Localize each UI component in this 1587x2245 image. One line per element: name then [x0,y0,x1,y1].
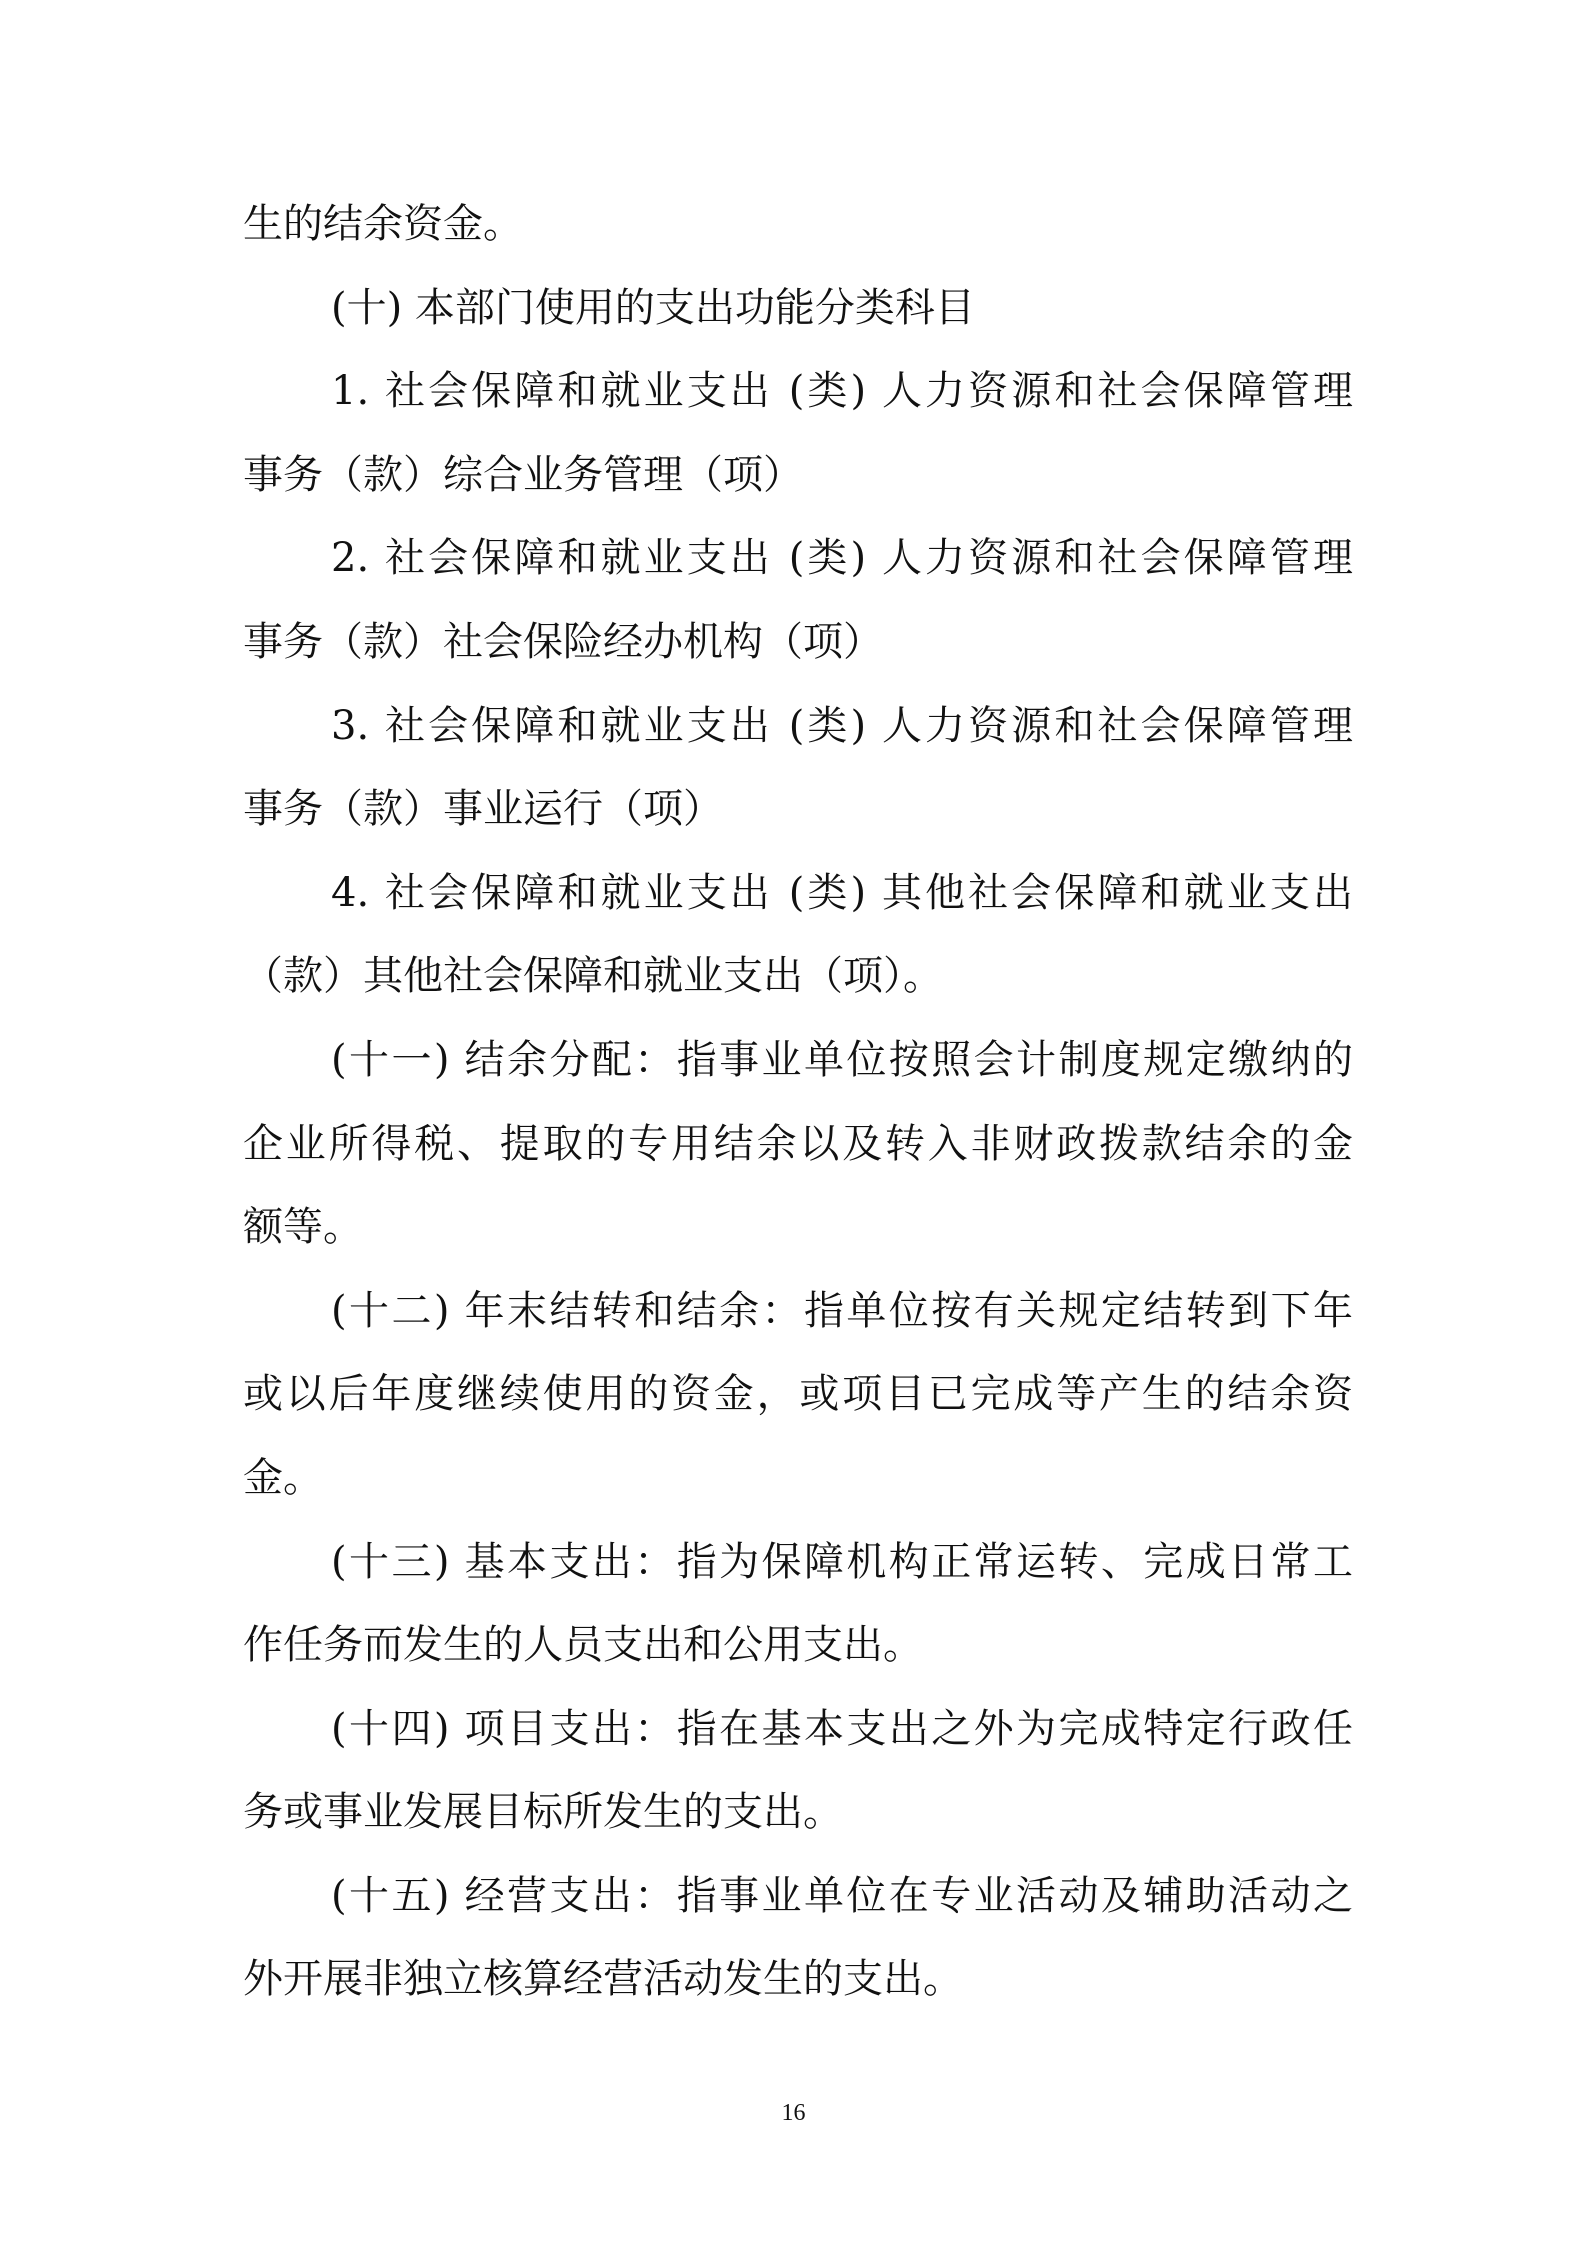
text-line: 3. 社会保障和就业支出 (类) 人力资源和社会保障管理 [331,702,1353,749]
text-line: (十) 本部门使用的支出功能分类科目 [331,284,975,331]
text-line: 企业所得税、提取的专用结余以及转入非财政拨款结余的金 [243,1120,1353,1167]
page-number: 16 [781,2100,806,2126]
text-line: (十一) 结余分配：指事业单位按照会计制度规定缴纳的 [331,1036,1353,1083]
text-line: (十二) 年末结转和结余：指单位按有关规定结转到下年 [331,1287,1353,1334]
text-line: 事务（款）事业运行（项） [243,786,723,833]
text-line: 1. 社会保障和就业支出 (类) 人力资源和社会保障管理 [331,368,1353,415]
text-line: (十五) 经营支出：指事业单位在专业活动及辅助活动之 [331,1872,1353,1919]
text-line: 2. 社会保障和就业支出 (类) 人力资源和社会保障管理 [331,535,1353,582]
text-line: 金。 [243,1454,323,1501]
text-line: 作任务而发生的人员支出和公用支出。 [243,1622,923,1669]
text-line: 务或事业发展目标所发生的支出。 [243,1789,843,1836]
text-line: (十四) 项目支出：指在基本支出之外为完成特定行政任 [331,1705,1353,1752]
body-text [243,183,1353,2022]
text-line: 4. 社会保障和就业支出 (类) 其他社会保障和就业支出 [331,869,1353,916]
text-line: 额等。 [243,1204,363,1251]
text-line: 事务（款）综合业务管理（项） [243,451,803,498]
text-line: 外开展非独立核算经营活动发生的支出。 [243,1956,963,2003]
text-line: 事务（款）社会保险经办机构（项） [243,618,883,665]
text-line: 或以后年度继续使用的资金，或项目已完成等产生的结余资 [243,1371,1353,1418]
text-line: (十三) 基本支出：指为保障机构正常运转、完成日常工 [331,1538,1353,1585]
text-line: 生的结余资金。 [243,201,523,247]
text-line: （款）其他社会保障和就业支出（项）。 [243,953,943,1000]
